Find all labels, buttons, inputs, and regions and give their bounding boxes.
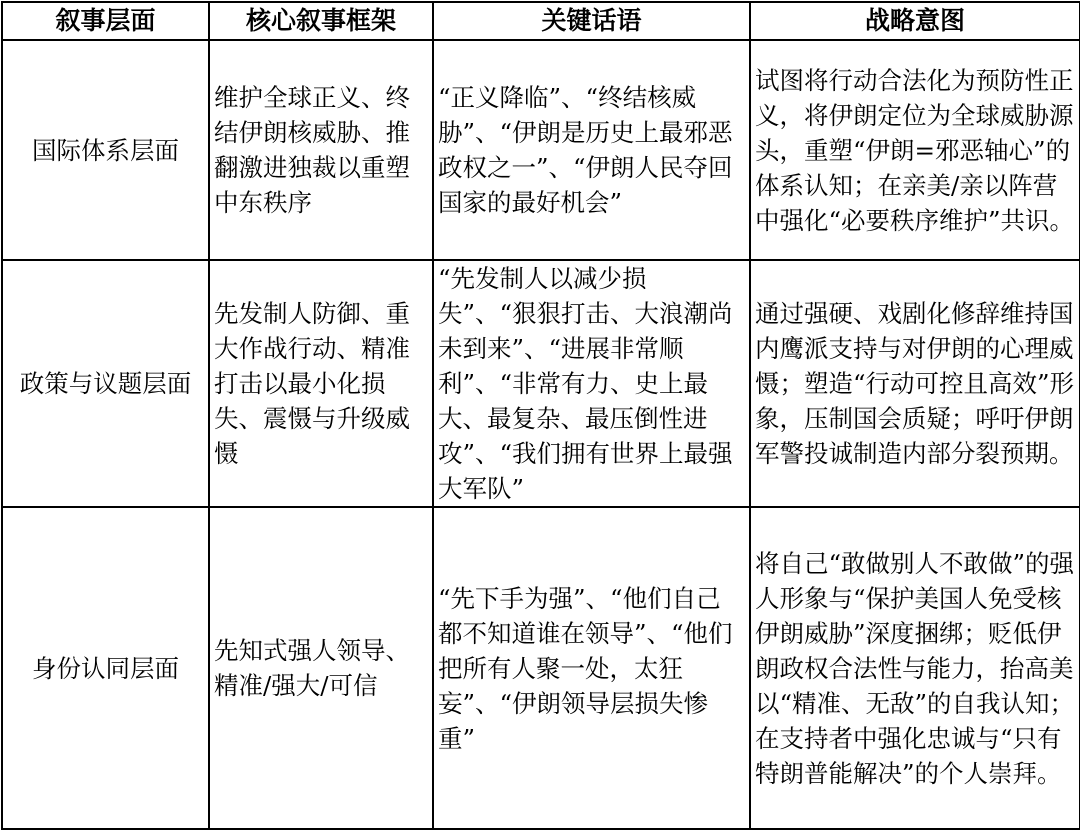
table-row [2, 40, 1080, 260]
table-row [2, 507, 1080, 829]
row-intent: 将自己“敢做别人不敢做”的强人形象与“保护美国人免受核伊朗威胁”深度捆绑；贬低伊朗政权合法性与能力，抬高美以“精准、无敌”的自我认知；在支持者中强化忠诚与“只有特朗普能解决”的个人崇拜。 [750, 507, 1080, 829]
header-framework: 核心叙事框架 [209, 2, 433, 40]
row-framework: 先知式强人领导、精准/强大/可信 [209, 507, 433, 829]
row-dimension: 政策与议题层面 [2, 260, 209, 507]
narrative-table [1, 1, 1080, 830]
header-intent: 战略意图 [750, 2, 1080, 40]
header-dimension: 叙事层面 [2, 2, 209, 40]
row-framework: 先发制人防御、重大作战行动、精准打击以最小化损失、震慑与升级威慑 [209, 260, 433, 507]
row-framework: 维护全球正义、终结伊朗核威胁、推翻激进独裁以重塑中东秩序 [209, 40, 433, 260]
row-dimension: 国际体系层面 [2, 40, 209, 260]
header-key-discourse: 关键话语 [433, 2, 750, 40]
row-dimension: 身份认同层面 [2, 507, 209, 829]
header-row [2, 2, 1080, 40]
row-intent: 试图将行动合法化为预防性正义，将伊朗定位为全球威胁源头，重塑“伊朗=邪恶轴心”的体系认知；在亲美/亲以阵营中强化“必要秩序维护”共识。 [750, 40, 1080, 260]
row-key-discourse: “先下手为强”、“他们自己都不知道谁在领导”、“他们把所有人聚一处，太狂妄”、“伊朗领导层损失惨重” [433, 507, 750, 829]
row-intent: 通过强硬、戏剧化修辞维持国内鹰派支持与对伊朗的心理威慑；塑造“行动可控且高效”形象，压制国会质疑；呼吁伊朗军警投诚制造内部分裂预期。 [750, 260, 1080, 507]
row-key-discourse: “正义降临”、“终结核威胁”、“伊朗是历史上最邪恶政权之一”、“伊朗人民夺回国家的最好机会” [433, 40, 750, 260]
table-row [2, 260, 1080, 507]
row-key-discourse: “先发制人以减少损失”、“狠狠打击、大浪潮尚未到来”、“进展非常顺利”、“非常有力、史上最大、最复杂、最压倒性进攻”、“我们拥有世界上最强大军队” [433, 260, 750, 507]
